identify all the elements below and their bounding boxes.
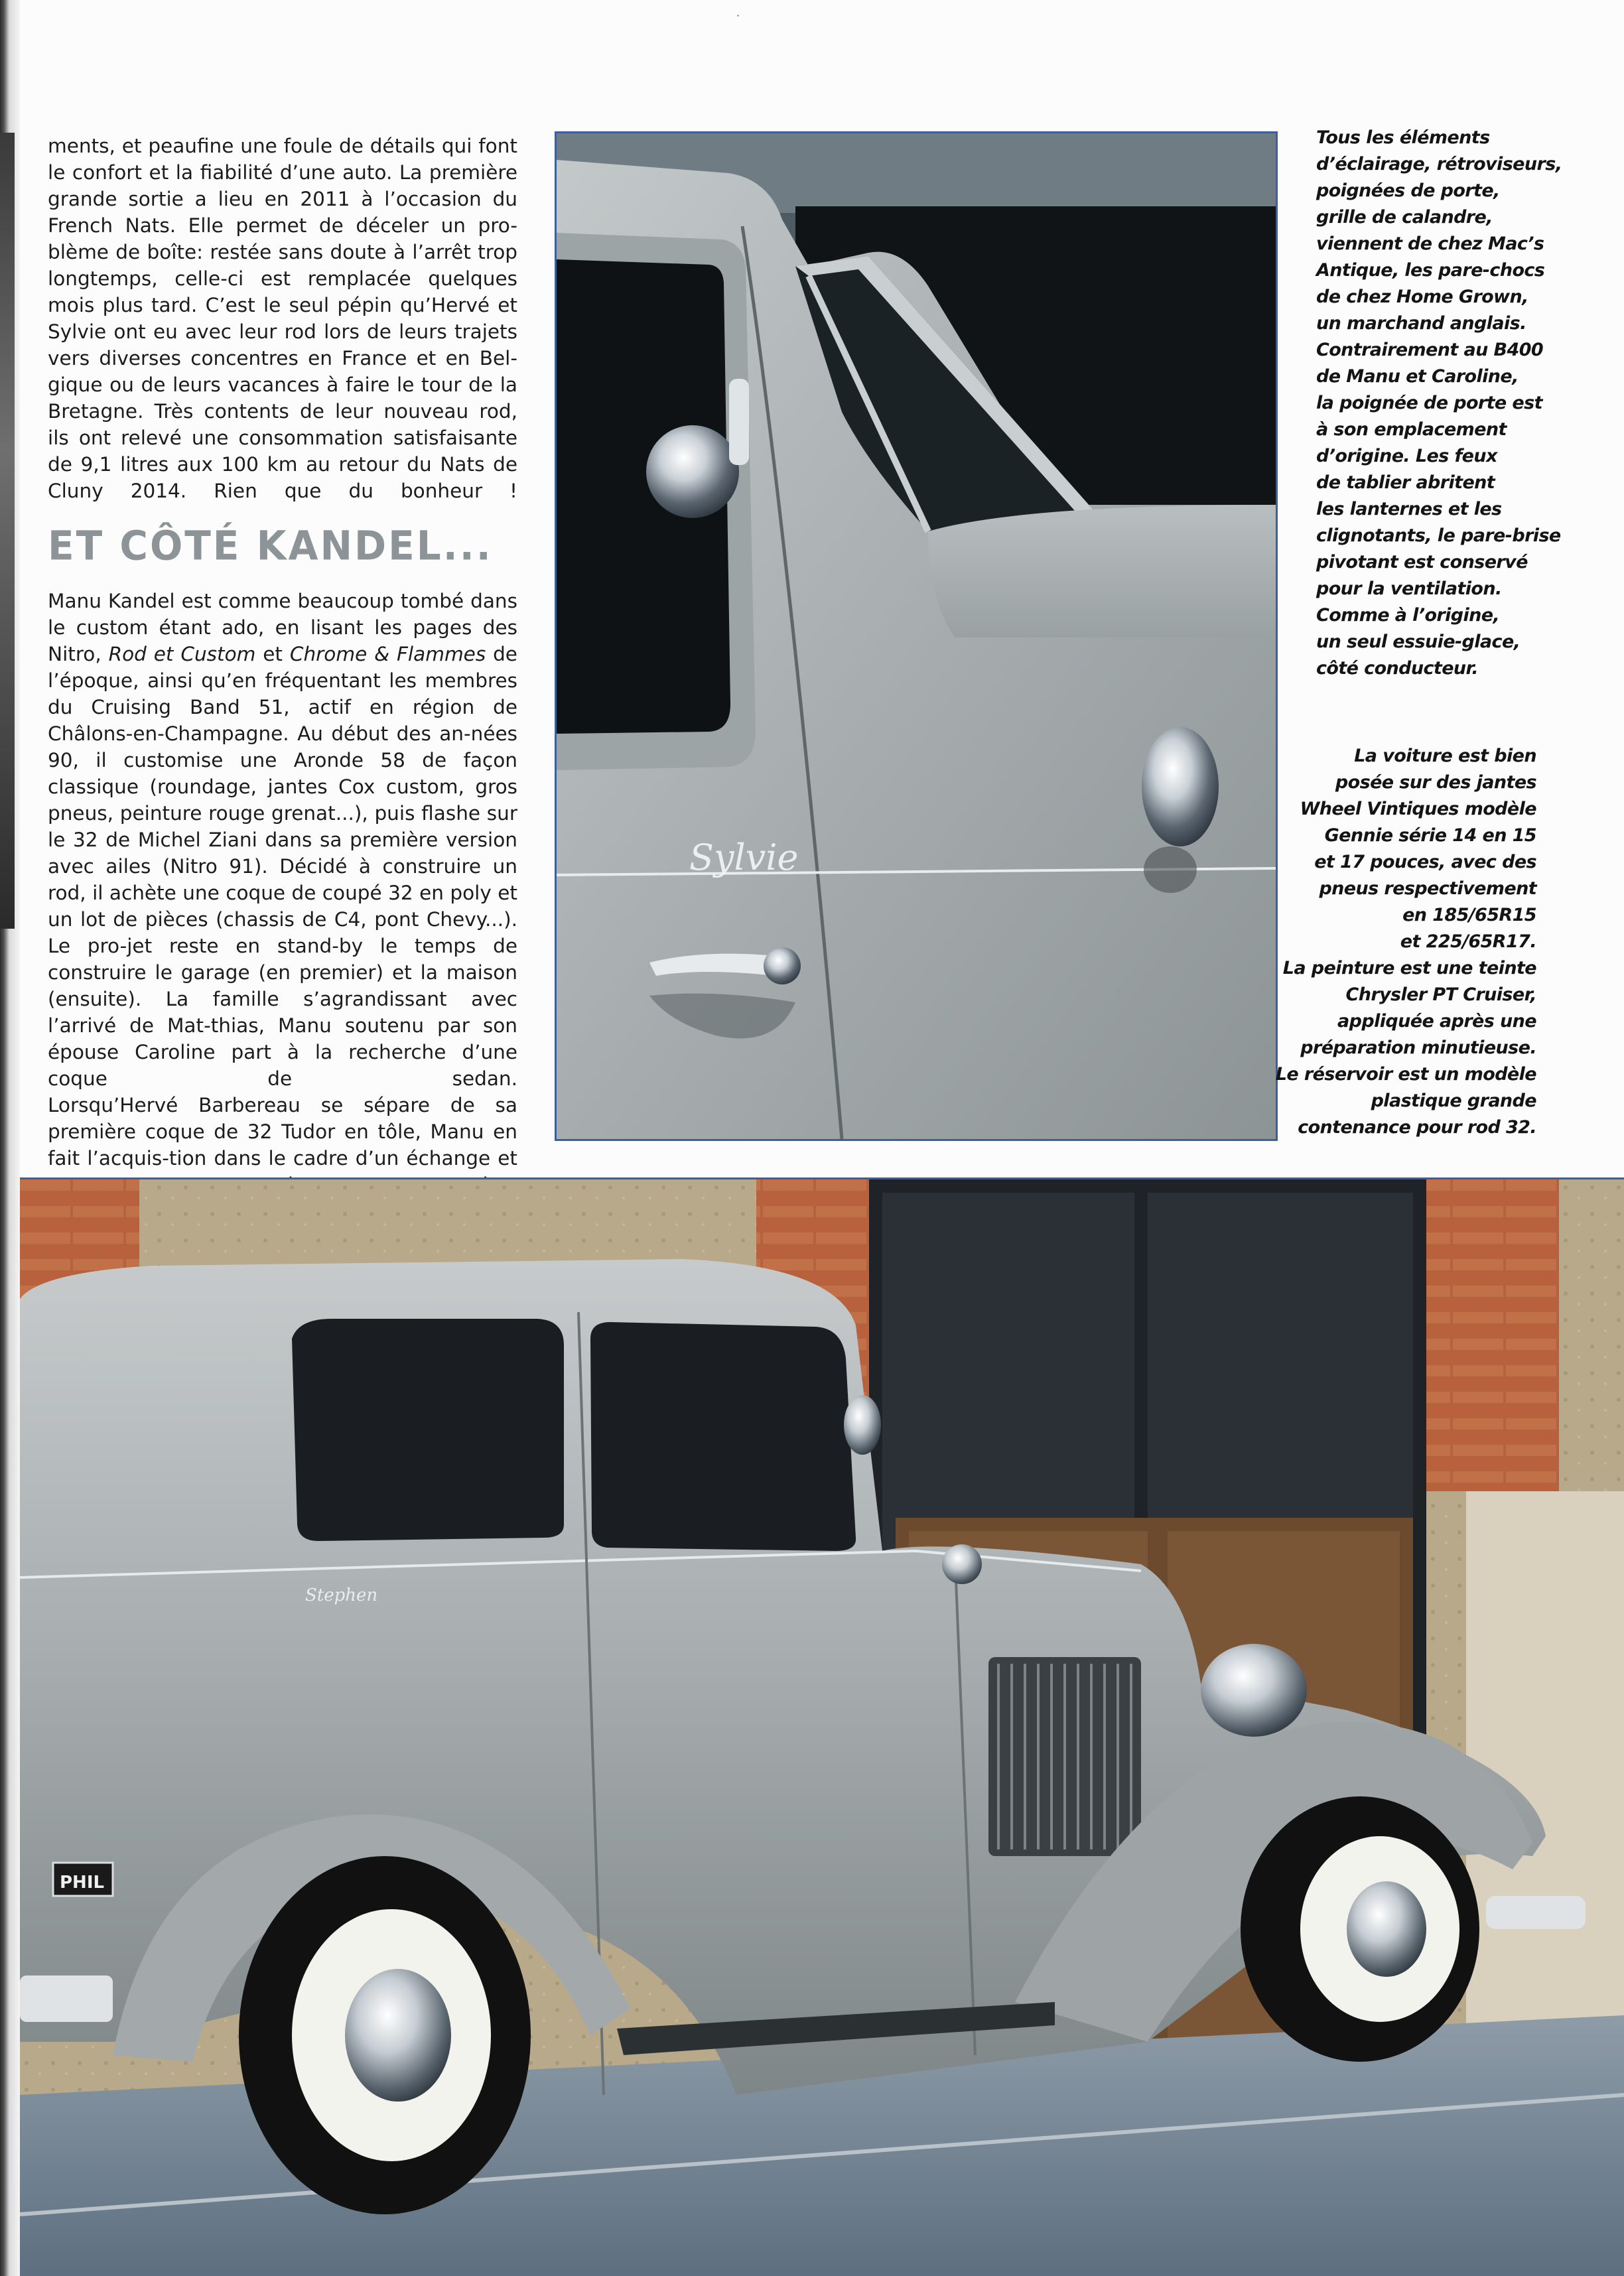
caption-line: Chrysler PT Cruiser, [1345, 984, 1536, 1005]
article-paragraph: Lorsqu’Hervé Barbereau se sépare de sa première coque de 32 Tudor en tôle, Manu en fait l’acquis-tion dans le cadre d’un échange et [48, 1094, 517, 1170]
magazine-title: Chrome & Flammes [289, 643, 486, 665]
section-heading: ET CÔTÉ KANDEL... [48, 522, 493, 570]
full-car-photo [20, 1179, 1624, 2276]
caption-line: pour la ventilation. [1316, 578, 1502, 599]
article-paragraph [48, 588, 517, 1092]
facing-page-strip [0, 133, 15, 929]
caption-line: Wheel Vintiques modèle [1300, 799, 1536, 819]
print-mark: · [736, 9, 740, 22]
caption-details [1316, 125, 1562, 682]
article-text-column [48, 133, 517, 1198]
caption-line: un marchand anglais. [1316, 313, 1526, 334]
caption-line: Tous les éléments [1316, 127, 1490, 148]
full-car-illustration [20, 1179, 1624, 2276]
paragraph-text: de l’époque, ainsi qu’en fréquentant les membres du Cruising Band 51, actif en région de Châlons-en-Champagne. Au début des an-nées 90, il customise une Aronde 58 de façon classique (roundage, jantes Cox custom, gros pneus, peinture rouge grenat...), puis flashe sur le 32 de Michel Ziani dans sa première version avec ailes (Nitro 91). Décidé à construire un rod, il achète une coque de coupé 32 en poly et un lot de pièces (chassis de C4, pont Chevy...). Le pro-jet reste en stand-by le temps de construire le garage (en premier) et la maison (ensuite). La famille s’agrandissant avec l’arrivé de Mat-thias, Manu soutenu par son épouse Caroline part à la recherche d’une coque de sedan. [48, 643, 517, 1090]
caption-line: La voiture est bien [1354, 746, 1536, 766]
caption-line: Contrairement au B400 [1316, 340, 1544, 360]
caption-line: poignées de porte, [1316, 180, 1500, 201]
caption-line: un seul essuie-glace, [1316, 632, 1521, 652]
magazine-title: Rod et Custom [108, 643, 256, 665]
paragraph-text: Manu Kandel est comme beaucoup tombé dans le custom étant ado, en lisant les pages des Nitro, [48, 590, 517, 665]
caption-line: et 225/65R17. [1400, 931, 1536, 952]
caption-line: Gennie série 14 en 15 [1324, 825, 1536, 846]
caption-line: préparation minutieuse. [1300, 1038, 1536, 1058]
caption-line: la poignée de porte est [1316, 393, 1542, 413]
caption-line: La peinture est une teinte [1282, 958, 1536, 978]
caption-line: pivotant est conservé [1316, 552, 1528, 572]
caption-line: d’origine. Les feux [1316, 446, 1497, 466]
caption-line: Antique, les pare-chocs [1316, 260, 1545, 281]
article-paragraph: ments, et peaufine une foule de détails qui font le confort et la fiabilité d’une auto. La première grande sortie a lieu en 2011 à l’occasion du French Nats. Elle permet de déceler un pro-blème de boîte: restée sans doute à l’arrêt trop longtemps, celle-ci est remplacée quelques mois plus tard. C’est le seul pépin qu’Hervé et Sylvie ont eu avec leur rod lors de leurs trajets vers diverses concentres en France et en Bel-gique ou de leurs vacances à faire le tour de la Bretagne. Très contents de leur nouveau rod, ils ont relevé une consommation satisfaisante de 9,1 litres aux 100 km au retour du Nats de Cluny 2014. Rien que du bonheur ! [48, 135, 517, 502]
caption-line: viennent de chez Mac’s [1316, 234, 1544, 254]
page-binding-edge [0, 0, 20, 2276]
caption-line: plastique grande [1371, 1091, 1536, 1111]
caption-line: contenance pour rod 32. [1298, 1117, 1536, 1138]
caption-line: posée sur des jantes [1335, 772, 1536, 793]
caption-line: pneus respectivement [1319, 878, 1536, 899]
caption-line: côté conducteur. [1316, 658, 1479, 679]
caption-line: les lanternes et les [1316, 499, 1502, 519]
caption-line: à son emplacement [1316, 419, 1507, 440]
door-closeup-photo [555, 131, 1278, 1141]
caption-line: appliquée après une [1337, 1011, 1536, 1032]
caption-line: clignotants, le pare-brise [1316, 525, 1561, 546]
door-closeup-illustration [557, 133, 1276, 1139]
caption-line: d’éclairage, rétroviseurs, [1316, 154, 1562, 174]
caption-line: de Manu et Caroline, [1316, 366, 1519, 387]
caption-line: en 185/65R15 [1402, 905, 1536, 925]
door-script-lettering: Sylvie [689, 837, 799, 878]
caption-line: Comme à l’origine, [1316, 605, 1500, 626]
caption-line: et 17 pouces, avec des [1314, 852, 1536, 872]
caption-line: Le réservoir est un modèle [1275, 1064, 1536, 1085]
caption-line: de chez Home Grown, [1316, 287, 1528, 307]
conjunction: et [263, 643, 283, 665]
caption-line: de tablier abritent [1316, 472, 1495, 493]
license-plate-text: PHIL [60, 1873, 105, 1893]
body-script-lettering: Stephen [305, 1585, 378, 1605]
caption-wheels-paint [1276, 743, 1536, 1141]
caption-line: grille de calandre, [1316, 207, 1493, 228]
